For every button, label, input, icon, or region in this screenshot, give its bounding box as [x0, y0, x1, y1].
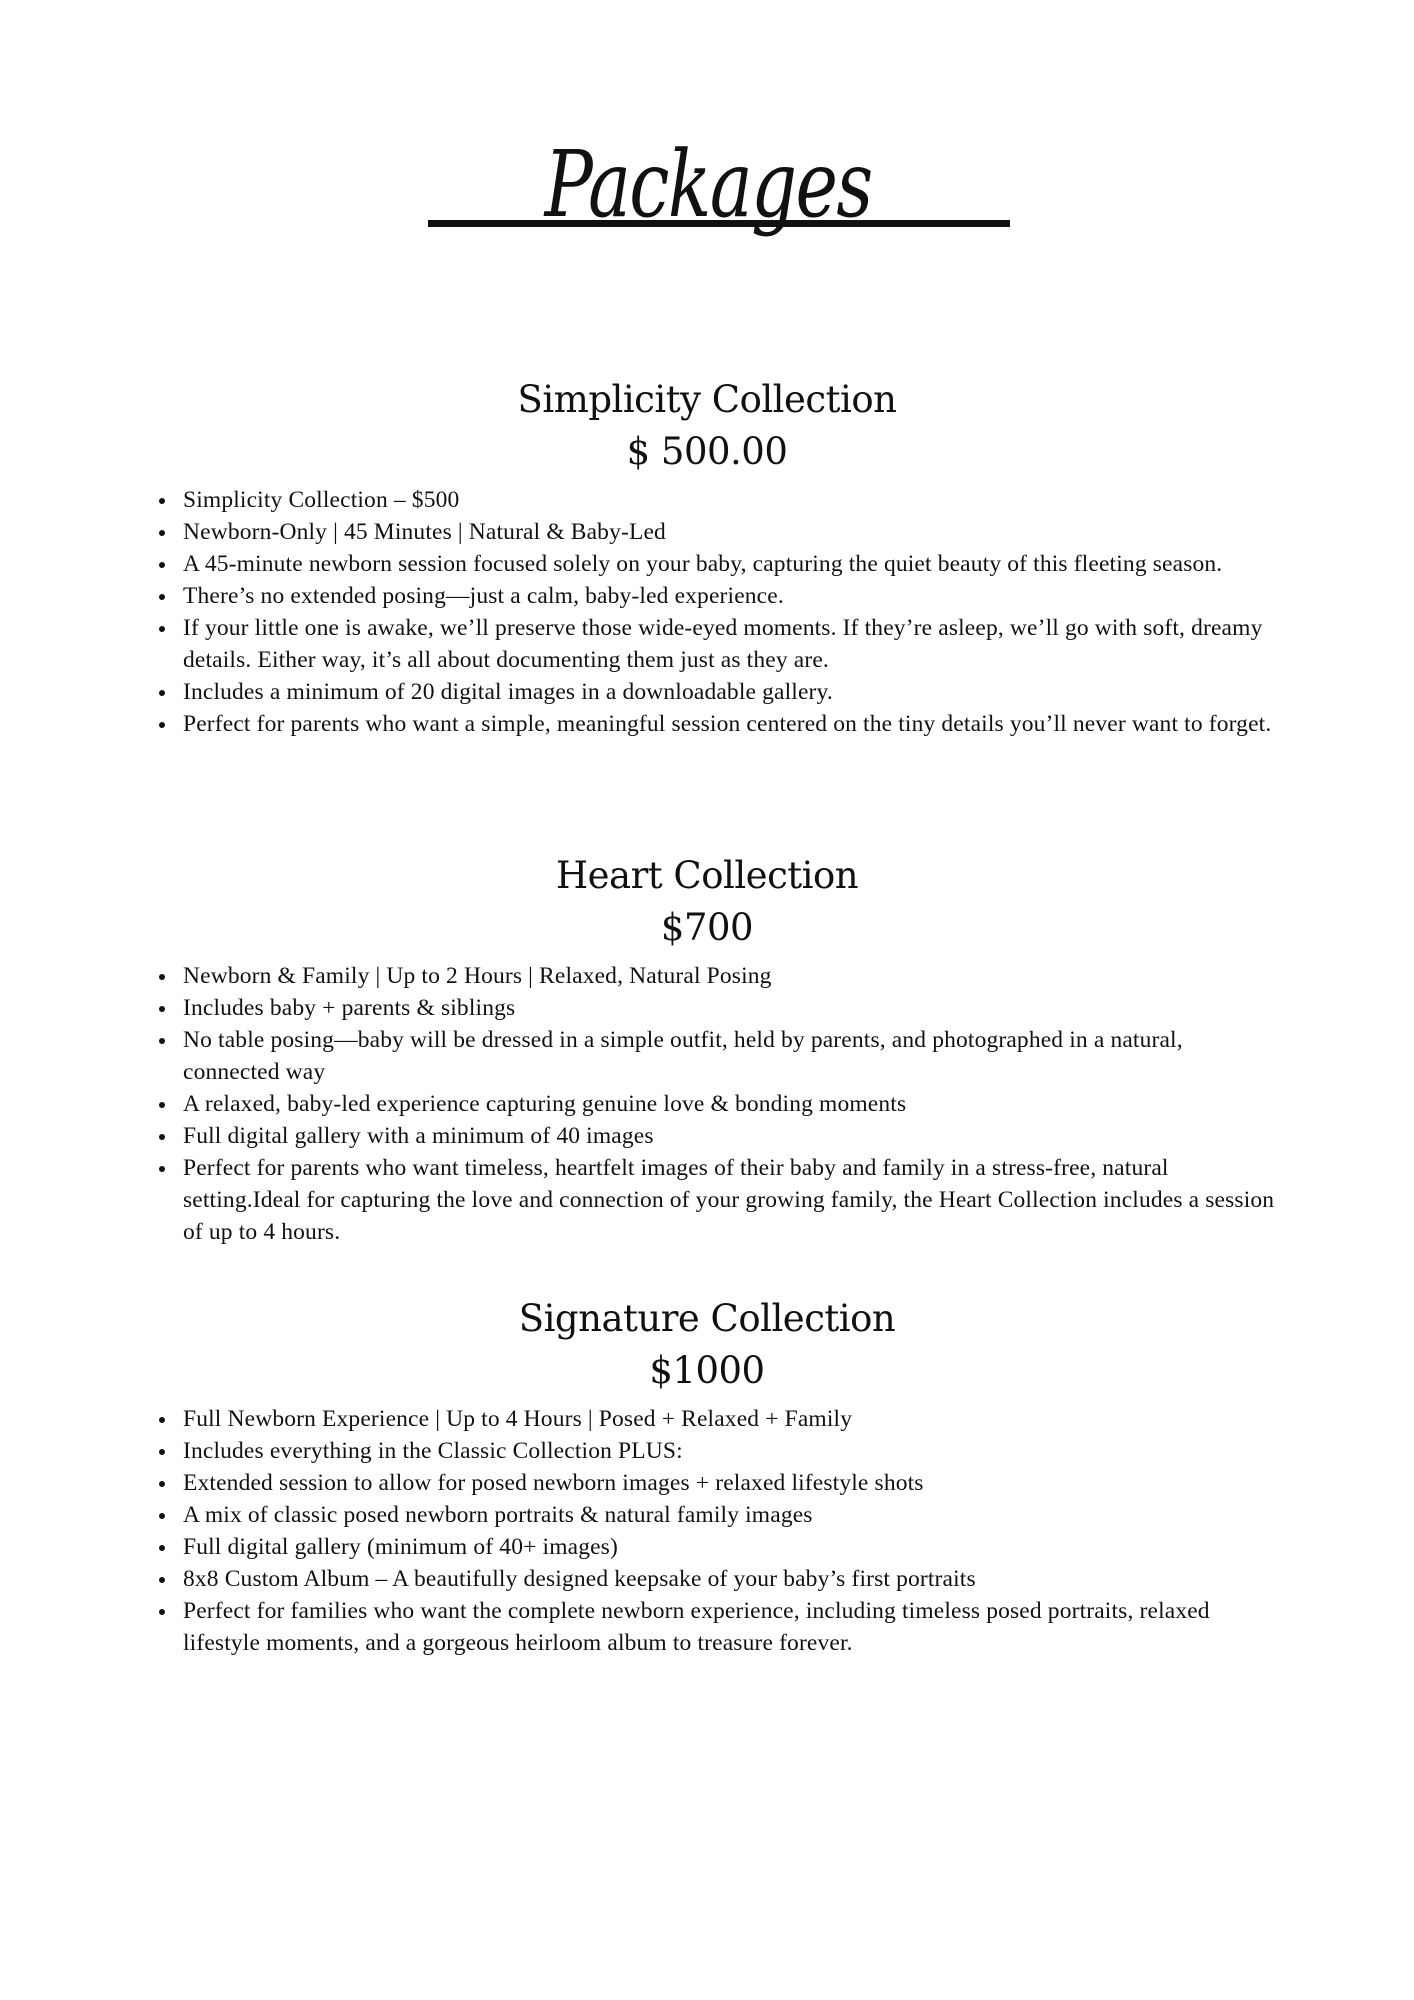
- list-item: A 45-minute newborn session focused solely on your baby, capturing the quiet beauty of this fleeting season.: [183, 548, 1283, 580]
- list-item: If your little one is awake, we’ll preserve those wide-eyed moments. If they’re asleep, we’ll go with soft, dreamy details. Either way, it’s all about documenting them just as they are.: [183, 612, 1283, 676]
- feature-list: [0, 1403, 1283, 1659]
- collection-price: $700: [660, 906, 754, 949]
- signature-collection-section: [0, 1293, 1414, 1659]
- list-item: Full Newborn Experience | Up to 4 Hours | Posed + Relaxed + Family: [183, 1403, 1283, 1435]
- list-item: There’s no extended posing—just a calm, baby-led experience.: [183, 580, 1283, 612]
- feature-list: [0, 960, 1283, 1248]
- list-item: Perfect for families who want the complete newborn experience, including timeless posed portraits, relaxed lifestyle moments, and a gorgeous heirloom album to treasure forever.: [183, 1595, 1283, 1659]
- list-item: Includes a minimum of 20 digital images in a downloadable gallery.: [183, 676, 1283, 708]
- simplicity-collection-section: [0, 374, 1414, 740]
- list-item: Full digital gallery with a minimum of 40 images: [183, 1120, 1283, 1152]
- list-item: Full digital gallery (minimum of 40+ images): [183, 1531, 1283, 1563]
- collection-price: $ 500.00: [626, 430, 788, 473]
- list-item: Extended session to allow for posed newborn images + relaxed lifestyle shots: [183, 1467, 1283, 1499]
- list-item: Perfect for parents who want timeless, heartfelt images of their baby and family in a stress-free, natural setting.Ideal for capturing the love and connection of your growing family, the Heart Collection includes a session of up to 4 hours.: [183, 1152, 1283, 1248]
- list-item: No table posing—baby will be dressed in a simple outfit, held by parents, and photographed in a natural, connected way: [183, 1024, 1283, 1088]
- heart-collection-section: [0, 850, 1414, 1248]
- list-item: Newborn & Family | Up to 2 Hours | Relaxed, Natural Posing: [183, 960, 1283, 992]
- collection-price: $1000: [649, 1349, 765, 1392]
- feature-list: [0, 484, 1283, 740]
- list-item: Includes baby + parents & siblings: [183, 992, 1283, 1024]
- collection-title: Simplicity Collection: [517, 378, 897, 421]
- list-item: Simplicity Collection – $500: [183, 484, 1283, 516]
- list-item: 8x8 Custom Album – A beautifully designed keepsake of your baby’s first portraits: [183, 1563, 1283, 1595]
- collection-title: Heart Collection: [555, 854, 859, 897]
- page-header: [0, 110, 1414, 270]
- page-title: Packages: [544, 131, 872, 238]
- list-item: Includes everything in the Classic Collection PLUS:: [183, 1435, 1283, 1467]
- collection-title: Signature Collection: [518, 1297, 896, 1340]
- list-item: A mix of classic posed newborn portraits & natural family images: [183, 1499, 1283, 1531]
- list-item: A relaxed, baby-led experience capturing genuine love & bonding moments: [183, 1088, 1283, 1120]
- list-item: Newborn-Only | 45 Minutes | Natural & Baby-Led: [183, 516, 1283, 548]
- list-item: Perfect for parents who want a simple, meaningful session centered on the tiny details you’ll never want to forget.: [183, 708, 1283, 740]
